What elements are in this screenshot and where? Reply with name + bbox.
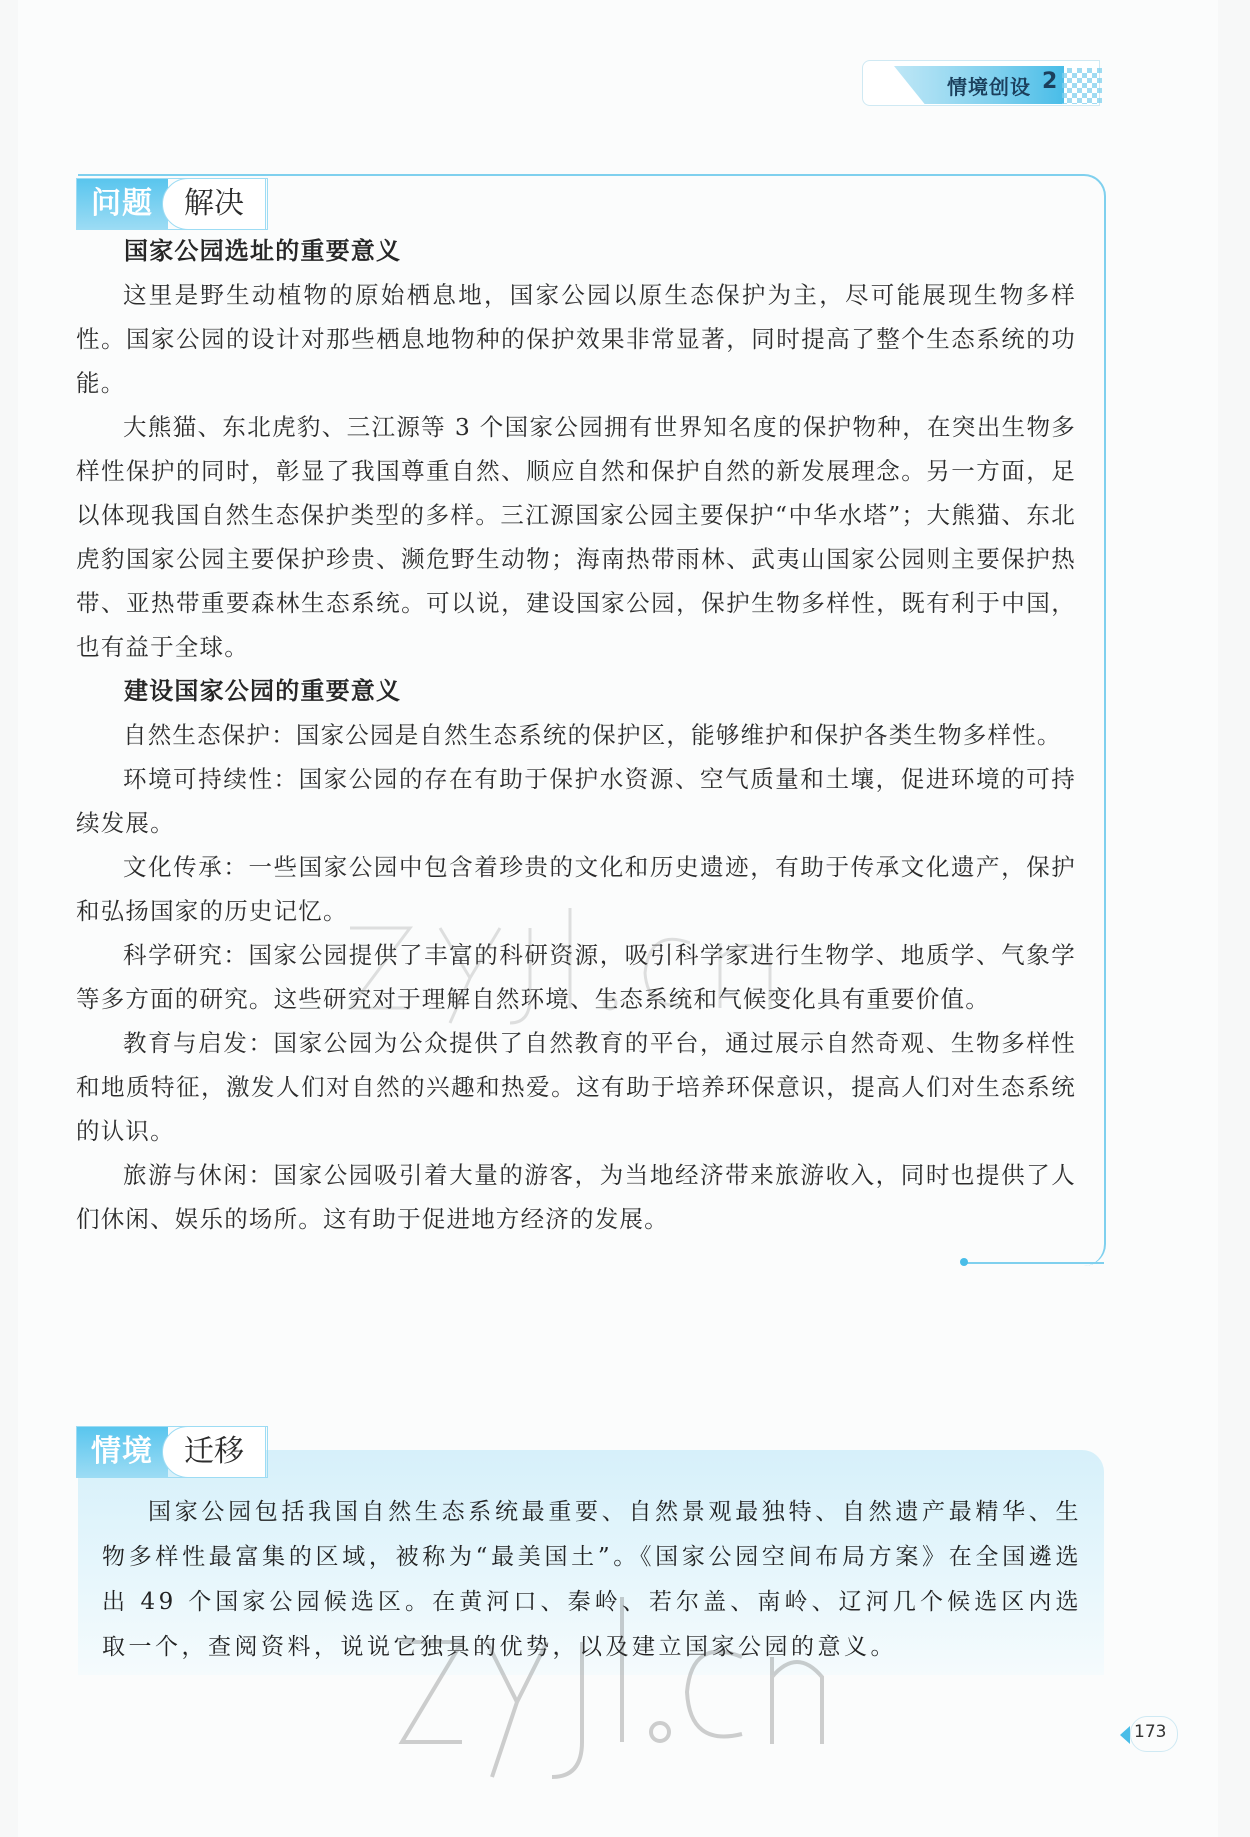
watermark-logo — [392, 1572, 832, 1802]
paragraph: 教育与启发：国家公园为公众提供了自然教育的平台，通过展示自然奇观、生物多样性和地质特征，激发人们对自然的兴趣和热爱。这有助于培养环保意识，提高人们对生态系统的认识。 — [76, 1029, 1076, 1145]
heading-tag-left: 问题 — [76, 178, 168, 230]
chapter-tab-number: 2 — [1042, 69, 1058, 94]
page-number: 173 — [1134, 1722, 1167, 1742]
subheading-site-significance: 国家公园选址的重要意义 — [124, 237, 402, 265]
chapter-tab — [862, 60, 1102, 106]
heading-tag-left: 情境 — [76, 1426, 168, 1478]
heading-tag-right: 解决 — [162, 178, 266, 230]
paragraph: 文化传承：一些国家公园中包含着珍贵的文化和历史遗迹，有助于传承文化遗产，保护和弘扬国家的历史记忆。 — [76, 853, 1076, 925]
paragraph: 环境可持续性：国家公园的存在有助于保护水资源、空气质量和土壤，促进环境的可持续发展。 — [76, 765, 1076, 837]
chapter-tab-label: 情境创设 — [947, 75, 1031, 99]
subheading-construction-significance: 建设国家公园的重要意义 — [124, 677, 402, 705]
paragraph: 自然生态保护：国家公园是自然生态系统的保护区，能够维护和保护各类生物多样性。 — [123, 721, 1062, 749]
paragraph: 这里是野生动植物的原始栖息地，国家公园以原生态保护为主，尽可能展现生物多样性。国家公园的设计对那些栖息地物种的保护效果非常显著，同时提高了整个生态系统的功能。 — [76, 281, 1076, 397]
paragraph: 国家公园包括我国自然生态系统最重要、自然景观最独特、自然遗产最精华、生物多样性最富集的区域，被称为“最美国土”。《国家公园空间布局方案》在全国遴选出 49 个国家公园候选区。在黄河口、秦岭、若尔盖、南岭、辽河几个候选区内选取一个，查阅资料，说说它独具的优势，以及建立国家公园的意义。 — [102, 1499, 1082, 1660]
paragraph: 旅游与休闲：国家公园吸引着大量的游客，为当地经济带来旅游收入，同时也提供了人们休闲、娱乐的场所。这有助于促进地方经济的发展。 — [76, 1161, 1076, 1233]
section-frame-bottom-line — [964, 1262, 1104, 1264]
paragraph: 大熊猫、东北虎豹、三江源等 3 个国家公园拥有世界知名度的保护物种，在突出生物多样性保护的同时，彰显了我国尊重自然、顺应自然和保护自然的新发展理念。另一方面，足以体现我国自然生态保护类型的多样。三江源国家公园主要保护“中华水塔”；大熊猫、东北虎豹国家公园主要保护珍贵、濒危野生动物；海南热带雨林、武夷山国家公园则主要保护热带、亚热带重要森林生态系统。可以说，建设国家公园，保护生物多样性，既有利于中国，也有益于全球。 — [76, 413, 1076, 661]
paragraph: 科学研究：国家公园提供了丰富的科研资源，吸引科学家进行生物学、地质学、气象学等多方面的研究。这些研究对于理解自然环境、生态系统和气候变化具有重要价值。 — [76, 941, 1076, 1013]
heading-tag-border — [76, 1426, 268, 1478]
section-frame-dot — [960, 1258, 968, 1266]
heading-tag-right: 迁移 — [162, 1426, 266, 1478]
page-arrow-icon — [1120, 1726, 1130, 1744]
checker-pattern-decoration — [1062, 68, 1102, 104]
section-problem-content — [76, 229, 1076, 1241]
heading-tag-border — [76, 178, 268, 230]
watermark-logo-faint — [330, 898, 850, 1028]
